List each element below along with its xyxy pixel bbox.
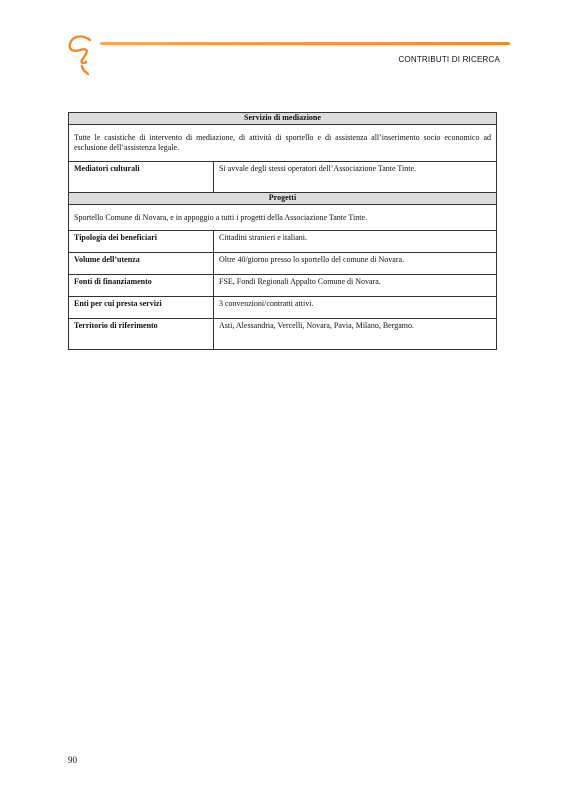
profile-face-logo-icon xyxy=(60,28,112,78)
section-header-row xyxy=(69,113,497,125)
description-row xyxy=(69,125,497,162)
table-row xyxy=(69,275,497,297)
row-value: Asti, Alessandria, Vercelli, Novara, Pavia, Milano, Bergamo. xyxy=(214,319,497,350)
table-row xyxy=(69,319,497,350)
row-label: Enti per cui presta servizi xyxy=(69,297,214,319)
row-value: 3 convenzioni/contratti attivi. xyxy=(214,297,497,319)
section-header-row xyxy=(69,192,497,204)
header-section-label: CONTRIBUTI DI RICERCA xyxy=(398,55,500,64)
description-mediazione: Tutte le casistiche di intervento di mediazione, di attività di sportello e di assistenza all’inserimento socio economico ad esclusione dell’assistenza legale. xyxy=(69,125,497,162)
page-number: 90 xyxy=(68,755,77,765)
row-label: Volume dell’utenza xyxy=(69,253,214,275)
description-progetti: Sportello Comune di Novara, e in appoggio a tutti i progetti della Associazione Tante Tinte. xyxy=(69,204,497,230)
row-value: FSE, Fondi Regionali Appalto Comune di Novara. xyxy=(214,275,497,297)
row-label: Fonti di finanziamento xyxy=(69,275,214,297)
section-title-progetti: Progetti xyxy=(69,192,497,204)
row-value: Oltre 40/giorno presso lo sportello del comune di Novara. xyxy=(214,253,497,275)
table-row xyxy=(69,253,497,275)
row-value: Si avvale degli stessi operatori dell’Associazione Tante Tinte. xyxy=(214,161,497,192)
table-row xyxy=(69,231,497,253)
description-row xyxy=(69,204,497,230)
table-row xyxy=(69,297,497,319)
table-row xyxy=(69,161,497,192)
row-label: Mediatori culturali xyxy=(69,161,214,192)
row-label: Tipologia dei beneficiari xyxy=(69,231,214,253)
row-value: Cittadini stranieri e italiani. xyxy=(214,231,497,253)
service-info-table xyxy=(68,112,497,350)
row-label: Territorio di riferimento xyxy=(69,319,214,350)
header-rule xyxy=(100,42,510,45)
section-title-mediazione: Servizio di mediazione xyxy=(69,113,497,125)
